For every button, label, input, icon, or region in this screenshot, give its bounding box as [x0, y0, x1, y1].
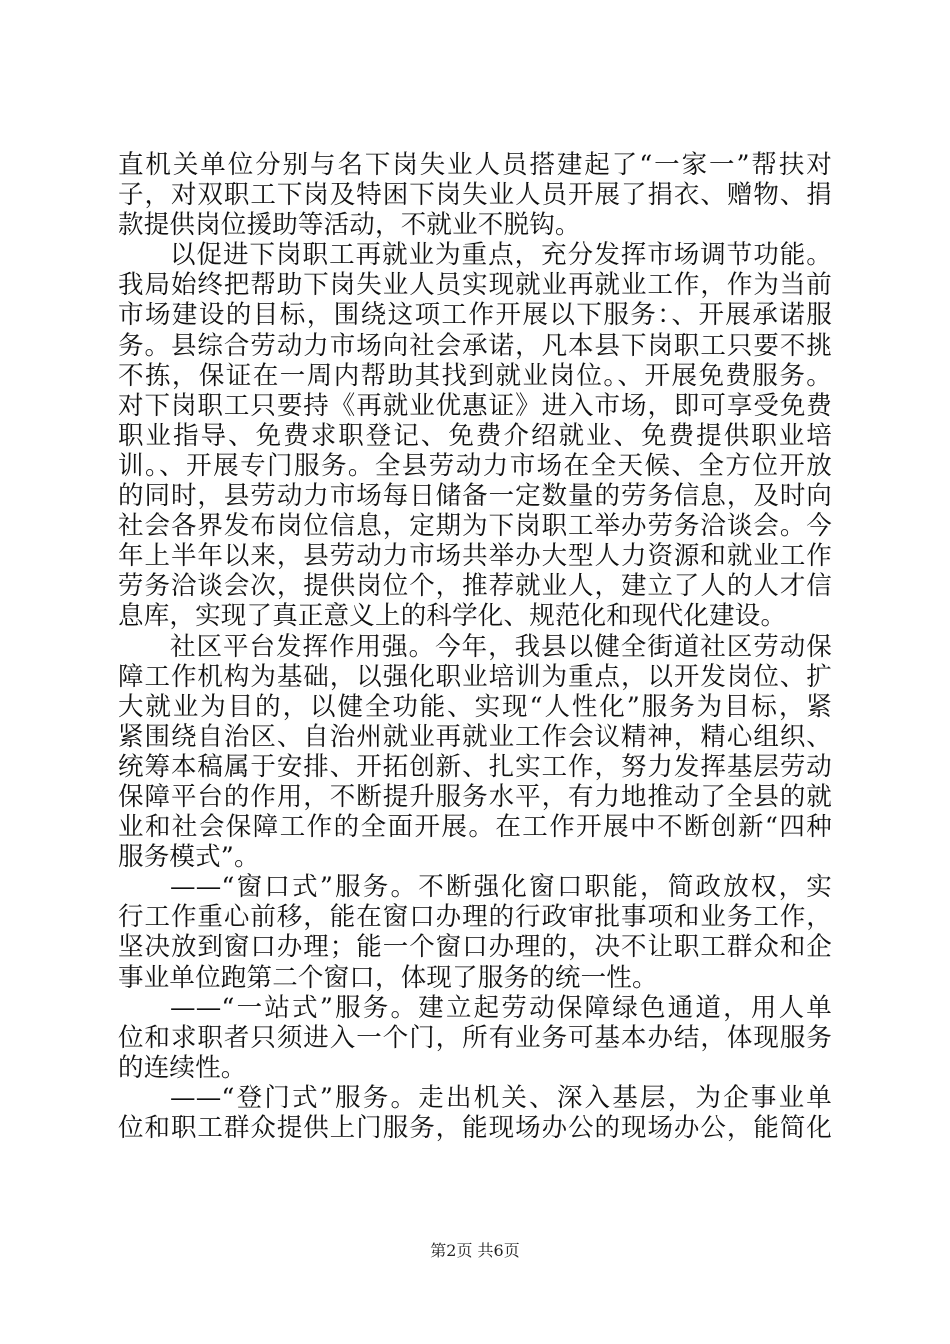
text-line: 统筹本稿属于安排、开拓创新、扎实工作，努力发挥基层劳动: [118, 751, 832, 782]
text-line: 社会各界发布岗位信息，定期为下岗职工举办劳务洽谈会。今: [118, 511, 832, 542]
text-line: 位和求职者只须进入一个门，所有业务可基本办结，体现服务: [118, 1022, 832, 1053]
text-line: 紧围绕自治区、自治州就业再就业工作会议精神，精心组织、: [118, 721, 832, 752]
text-line: 以促进下岗职工再就业为重点，充分发挥市场调节功能。: [170, 240, 832, 271]
text-line: 训。、开展专门服务。全县劳动力市场在全天候、全方位开放: [118, 450, 832, 481]
text-line: ——“登门式”服务。走出机关、深入基层，为企事业单: [170, 1082, 832, 1113]
text-line: 款提供岗位援助等活动，不就业不脱钩。: [118, 210, 581, 241]
text-line: 大就业为目的，以健全功能、实现“人性化”服务为目标，紧: [118, 691, 832, 722]
text-line: ——“一站式”服务。建立起劳动保障绿色通道，用人单: [170, 992, 832, 1023]
document-body: [118, 150, 832, 1143]
text-line: 坚决放到窗口办理；能一个窗口办理的，决不让职工群众和企: [118, 932, 832, 963]
text-line: 的同时，县劳动力市场每日储备一定数量的劳务信息，及时向: [118, 481, 832, 512]
text-line: 障工作机构为基础，以强化职业培训为重点，以开发岗位、扩: [118, 661, 832, 692]
text-line: 行工作重心前移，能在窗口办理的行政审批事项和业务工作，: [118, 902, 832, 933]
text-line: 的连续性。: [118, 1052, 247, 1083]
text-line: 不拣，保证在一周内帮助其找到就业岗位。、开展免费服务。: [118, 360, 832, 391]
text-line: 息库，实现了真正意义上的科学化、规范化和现代化建设。: [118, 601, 787, 632]
text-line: 事业单位跑第二个窗口，体现了服务的统一性。: [118, 962, 658, 993]
text-line: 市场建设的目标，围绕这项工作开展以下服务：、开展承诺服: [118, 300, 832, 331]
text-line: 位和职工群众提供上门服务，能现场办公的现场办公，能简化: [118, 1113, 832, 1143]
text-line: 社区平台发挥作用强。今年，我县以健全街道社区劳动保: [170, 631, 832, 662]
text-line: ——“窗口式”服务。不断强化窗口职能，简政放权，实: [170, 872, 832, 903]
text-line: 业和社会保障工作的全面开展。在工作开展中不断创新“四种: [118, 812, 832, 843]
text-line: 我局始终把帮助下岗失业人员实现就业再就业工作，作为当前: [118, 270, 832, 301]
text-line: 服务模式”。: [118, 842, 260, 873]
text-line: 劳务洽谈会次，提供岗位个，推荐就业人，建立了人的人才信: [118, 571, 832, 602]
text-line: 职业指导、免费求职登记、免费介绍就业、免费提供职业培: [118, 420, 832, 451]
text-line: 直机关单位分别与名下岗失业人员搭建起了“一家一”帮扶对: [118, 150, 832, 180]
text-lines: [118, 150, 832, 1143]
text-line: 年上半年以来，县劳动力市场共举办大型人力资源和就业工作: [118, 541, 832, 572]
text-line: 子，对双职工下岗及特困下岗失业人员开展了捐衣、赠物、捐: [118, 180, 832, 211]
text-line: 务。县综合劳动力市场向社会承诺，凡本县下岗职工只要不挑: [118, 330, 832, 361]
page-number-footer: 第2页 共6页: [430, 1241, 520, 1260]
text-line: 保障平台的作用，不断提升服务水平，有力地推动了全县的就: [118, 781, 832, 812]
text-line: 对下岗职工只要持《再就业优惠证》进入市场，即可享受免费: [118, 390, 832, 421]
